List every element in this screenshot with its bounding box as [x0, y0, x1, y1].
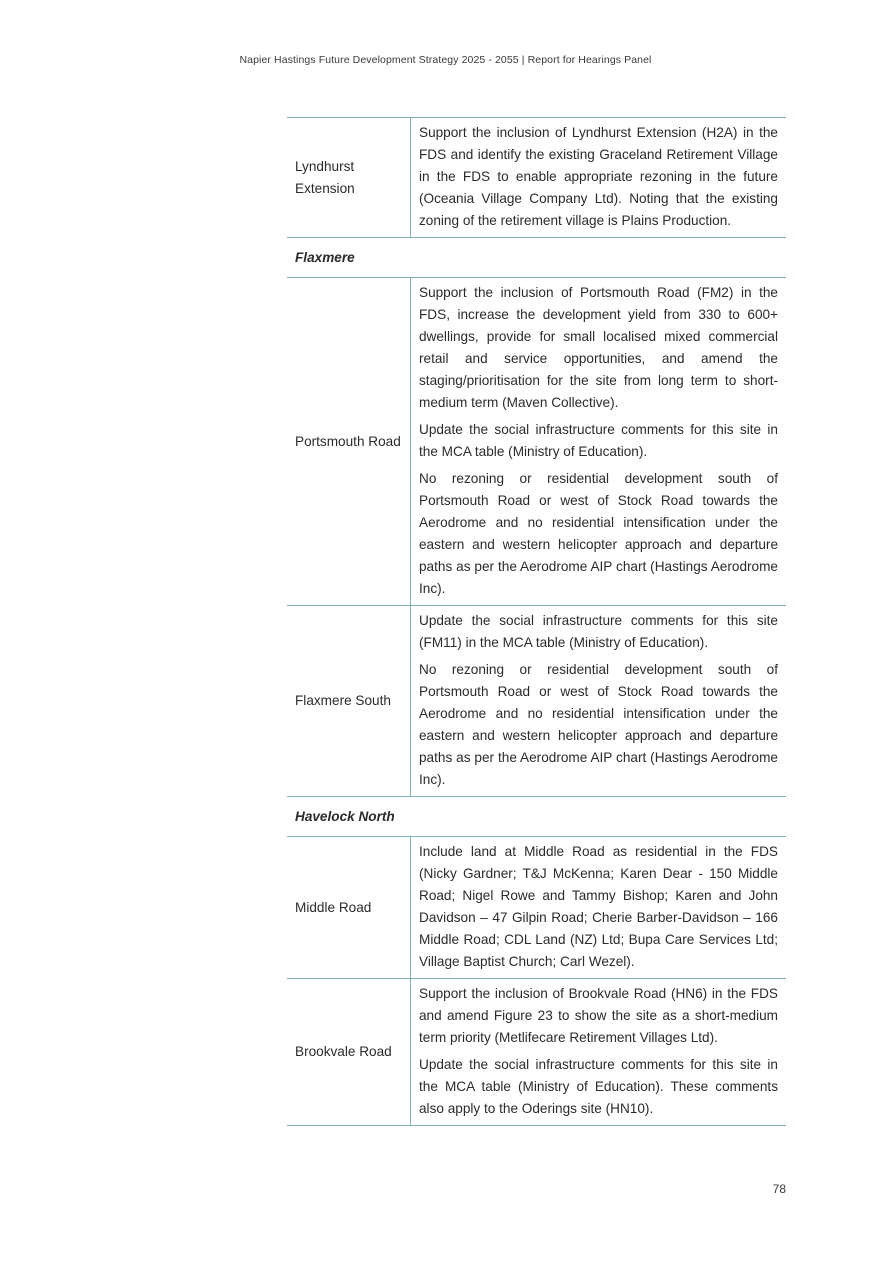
row-label: Lyndhurst Extension: [287, 118, 411, 237]
table-row: [287, 837, 786, 979]
table-row: [287, 278, 786, 606]
table-row: [287, 118, 786, 238]
paragraph: Update the social infrastructure comments for this site in the MCA table (Ministry of Education). These comments also apply to the Oderings site (HN10).: [419, 1057, 778, 1116]
table-row: [287, 606, 786, 797]
paragraph: Support the inclusion of Portsmouth Road (FM2) in the FDS, increase the development yield from 330 to 600+ dwellings, provide for small localised mixed commercial retail and service opportunities, and amend the staging/prioritisation for the site from long term to short-medium term (Maven Collective).: [419, 285, 778, 410]
row-label: Brookvale Road: [287, 979, 411, 1125]
paragraph: Support the inclusion of Brookvale Road (HN6) in the FDS and amend Figure 23 to show the site as a short-medium term priority (Metlifecare Retirement Villages Ltd).: [419, 986, 778, 1045]
paragraph: No rezoning or residential development south of Portsmouth Road or west of Stock Road towards the Aerodrome and no residential intensification under the eastern and western helicopter approach and departure paths as per the Aerodrome AIP chart (Hastings Aerodrome Inc).: [419, 471, 778, 596]
paragraph: Support the inclusion of Lyndhurst Extension (H2A) in the FDS and identify the existing Graceland Retirement Village in the FDS to enable appropriate rezoning in the future (Oceania Village Company Ltd). Noting that the existing zoning of the retirement village is Plains Production.: [419, 125, 778, 228]
paragraph: No rezoning or residential development south of Portsmouth Road or west of Stock Road towards the Aerodrome and no residential intensification under the eastern and western helicopter approach and departure paths as per the Aerodrome AIP chart (Hastings Aerodrome Inc).: [419, 662, 778, 787]
paragraph: Update the social infrastructure comments for this site in the MCA table (Ministry of Education).: [419, 422, 778, 459]
section-heading: Flaxmere: [287, 238, 786, 278]
row-label: Flaxmere South: [287, 606, 411, 796]
row-label: Middle Road: [287, 837, 411, 978]
submissions-table: [287, 117, 786, 1126]
row-text: [411, 837, 786, 978]
paragraph: Include land at Middle Road as residential in the FDS (Nicky Gardner; T&J McKenna; Karen Dear - 150 Middle Road; Nigel Rowe and Tammy Bishop; Karen and John Davidson – 47 Gilpin Road; Cherie Barber-Davidson – 166 Middle Road; CDL Land (NZ) Ltd; Bupa Care Services Ltd; Village Baptist Church; Carl Wezel).: [419, 844, 778, 969]
paragraph: Update the social infrastructure comments for this site (FM11) in the MCA table (Ministry of Education).: [419, 613, 778, 650]
row-label: Portsmouth Road: [287, 278, 411, 605]
row-text: [411, 278, 786, 605]
row-text: [411, 118, 786, 237]
table-row: [287, 979, 786, 1126]
row-text: [411, 979, 786, 1125]
row-text: [411, 606, 786, 796]
section-heading: Havelock North: [287, 797, 786, 837]
page-number: 78: [772, 1182, 786, 1196]
running-header: Napier Hastings Future Development Strategy 2025 - 2055 | Report for Hearings Panel: [239, 54, 652, 66]
